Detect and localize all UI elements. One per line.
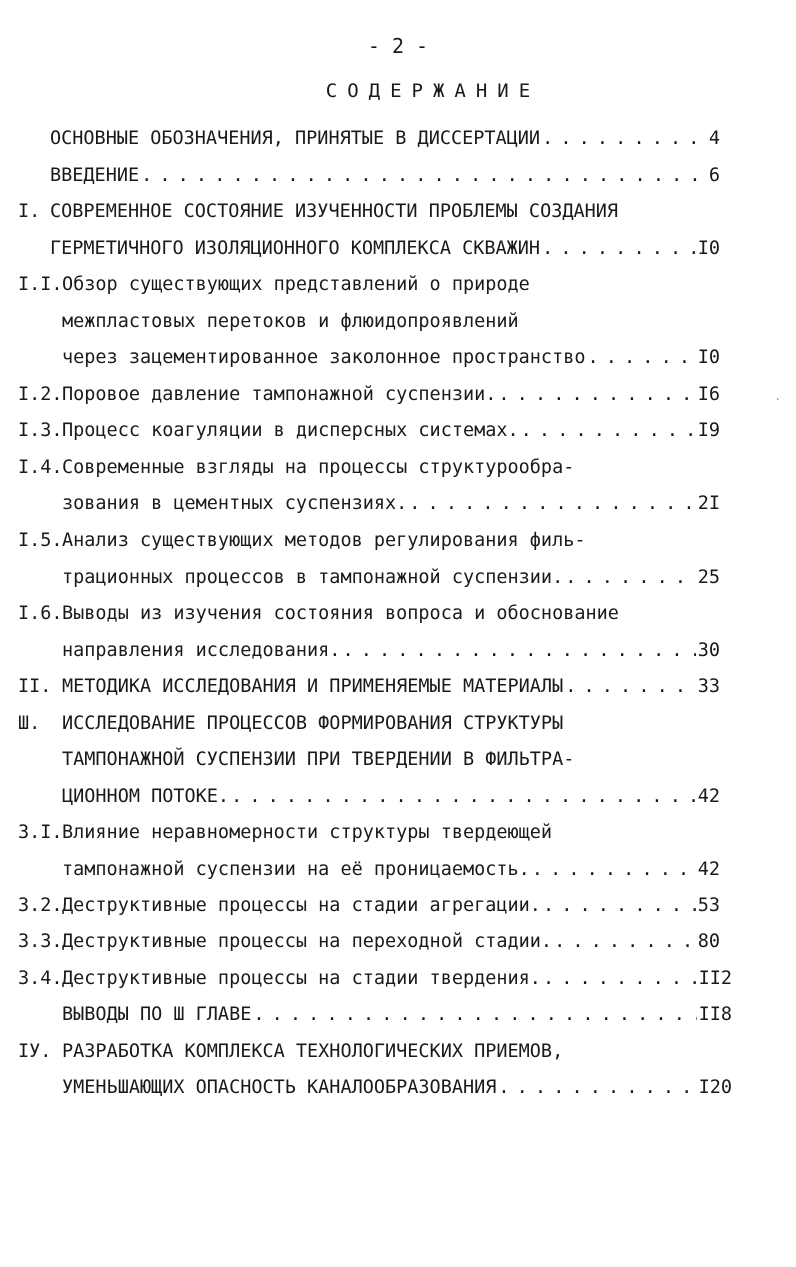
toc-entry-number: I.3.: [18, 420, 63, 441]
leader-dots: [543, 894, 696, 918]
toc-entry-number: I.6.: [18, 603, 63, 624]
toc-entry: [62, 346, 720, 370]
toc-entry-text: Процесс коагуляции в дисперсных системах.: [62, 420, 519, 441]
toc-entry-text: трационных процессов в тампонажной суспензии.: [62, 567, 564, 588]
toc-entry-page: I0: [697, 347, 720, 368]
leader-dots: [409, 492, 695, 516]
toc-entry: [50, 237, 720, 261]
toc-entry-text: ОСНОВНЫЕ ОБОЗНАЧЕНИЯ, ПРИНЯТЫЕ В ДИССЕРТАЦИИ: [50, 128, 541, 149]
toc-entry-number: IУ.: [18, 1041, 52, 1062]
toc-entry-text: Деструктивные процессы на переходной стадии.: [62, 931, 553, 952]
toc-entry-page: 42: [697, 786, 720, 807]
leader-dots: [253, 1003, 696, 1027]
stray-mark: `: [775, 398, 782, 409]
toc-entry-text: Выводы из изучения состояния вопроса и обоснование: [62, 603, 619, 624]
toc-entry: [62, 785, 720, 809]
leader-dots: [543, 967, 697, 991]
toc-entry-text: ТАМПОНАЖНОЙ СУСПЕНЗИИ ПРИ ТВЕРДЕНИИ В ФИЛЬТРА-: [62, 749, 575, 770]
toc-entry-number: 3.3.: [18, 931, 63, 952]
toc-entry-number: I.: [18, 201, 41, 222]
toc-entry-text: УМЕНЬШАЮЩИХ ОПАСНОСТЬ КАНАЛООБРАЗОВАНИЯ: [62, 1077, 497, 1098]
toc-entry-page: 53: [697, 895, 720, 916]
leader-dots: [342, 639, 695, 663]
toc-entry-text: ВВЕДЕНИЕ: [50, 165, 140, 186]
toc-entry-text: Анализ существующих методов регулирования филь-: [62, 530, 586, 551]
toc-entry-text: через зацементированное заколонное пространство: [62, 347, 586, 368]
toc-entry: [62, 383, 720, 407]
leader-dots: [141, 164, 707, 188]
toc-entry-text: РАЗРАБОТКА КОМПЛЕКСА ТЕХНОЛОГИЧЕСКИХ ПРИЕМОВ,: [62, 1041, 564, 1062]
leader-dots: [231, 785, 696, 809]
toc-entry: [62, 492, 720, 516]
toc-entry-number: 3.4.: [18, 968, 63, 989]
toc-entry-text: СОВРЕМЕННОЕ СОСТОЯНИЕ ИЗУЧЕННОСТИ ПРОБЛЕМЫ СОЗДАНИЯ: [50, 201, 619, 222]
toc-entry: [62, 1076, 732, 1100]
toc-entry: [62, 639, 720, 663]
toc-entry-text: межпластовых перетоков и флюидопроявлений: [62, 311, 519, 332]
toc-entry-page: I20: [698, 1077, 732, 1098]
toc-entry-number: I.2.: [18, 384, 63, 405]
toc-entry-page: 30: [697, 640, 720, 661]
page-title: СОДЕРЖАНИЕ: [325, 80, 541, 102]
toc-entry-page: 25: [697, 567, 720, 588]
toc-entry: [62, 858, 720, 882]
toc-entry: [62, 930, 720, 954]
leader-dots: [554, 930, 696, 954]
toc-entry-text: направления исследования.: [62, 640, 341, 661]
toc-entry-page: 6: [708, 165, 720, 186]
toc-entry-text: Деструктивные процессы на стадии агрегации.: [62, 895, 541, 916]
toc-entry-page: 80: [697, 931, 720, 952]
toc-entry-page: II8: [698, 1004, 732, 1025]
leader-dots: [542, 127, 707, 151]
toc-entry: [62, 894, 720, 918]
toc-entry-number: 3.2.: [18, 895, 63, 916]
toc-entry-page: II2: [698, 968, 732, 989]
toc-entry-number: Ш.: [18, 713, 41, 734]
toc-entry-page: 4: [708, 128, 720, 149]
toc-entry: [50, 164, 720, 188]
toc-entry-page: I9: [697, 420, 720, 441]
toc-entry-text: Обзор существующих представлений о природе: [62, 274, 530, 295]
toc-entry-text: ИССЛЕДОВАНИЕ ПРОЦЕССОВ ФОРМИРОВАНИЯ СТРУКТУРЫ: [62, 713, 564, 734]
toc-entry-page: I6: [697, 384, 720, 405]
toc-entry-page: 42: [697, 859, 720, 880]
toc-entry: [62, 419, 720, 443]
leader-dots: [521, 419, 696, 443]
toc-entry-number: I.5.: [18, 530, 63, 551]
leader-dots: [498, 383, 695, 407]
toc-entry-number: I.I.: [18, 274, 63, 295]
toc-entry: [62, 1003, 732, 1027]
toc-entry: [62, 675, 720, 699]
toc-entry-page: 2I: [697, 493, 720, 514]
toc-entry-text: ВЫВОДЫ ПО Ш ГЛАВЕ: [62, 1004, 252, 1025]
page-number: - 2 -: [367, 34, 429, 58]
toc-entry-number: I.4.: [18, 457, 63, 478]
leader-dots: [565, 566, 696, 590]
toc-entry: [62, 967, 732, 991]
toc-entry-text: Влияние неравномерности структуры твердеющей: [62, 822, 553, 843]
leader-dots: [587, 346, 695, 370]
toc-entry-text: МЕТОДИКА ИССЛЕДОВАНИЯ И ПРИМЕНЯЕМЫЕ МАТЕРИАЛЫ: [62, 676, 564, 697]
toc-entry-text: тампонажной суспензии на её проницаемость.: [62, 859, 530, 880]
toc-entry-number: 3.I.: [18, 822, 63, 843]
toc-entry-text: зования в цементных суспензиях.: [62, 493, 408, 514]
leader-dots: [532, 858, 696, 882]
toc-entry-text: ГЕРМЕТИЧНОГО ИЗОЛЯЦИОННОГО КОМПЛЕКСА СКВАЖИН: [50, 238, 541, 259]
leader-dots: [542, 237, 696, 261]
leader-dots: [565, 675, 696, 699]
toc-entry-page: I0: [697, 238, 720, 259]
toc-entry-text: Современные взгляды на процессы структурообра-: [62, 457, 575, 478]
toc-entry-text: ЦИОННОМ ПОТОКЕ.: [62, 786, 230, 807]
toc-entry: [50, 127, 720, 151]
toc-entry-number: II.: [18, 676, 52, 697]
toc-entry-text: Деструктивные процессы на стадии твердения.: [62, 968, 541, 989]
toc-entry-text: Поровое давление тампонажной суспензии.: [62, 384, 497, 405]
toc-entry-page: 33: [697, 676, 720, 697]
toc-entry: [62, 566, 720, 590]
leader-dots: [498, 1076, 696, 1100]
